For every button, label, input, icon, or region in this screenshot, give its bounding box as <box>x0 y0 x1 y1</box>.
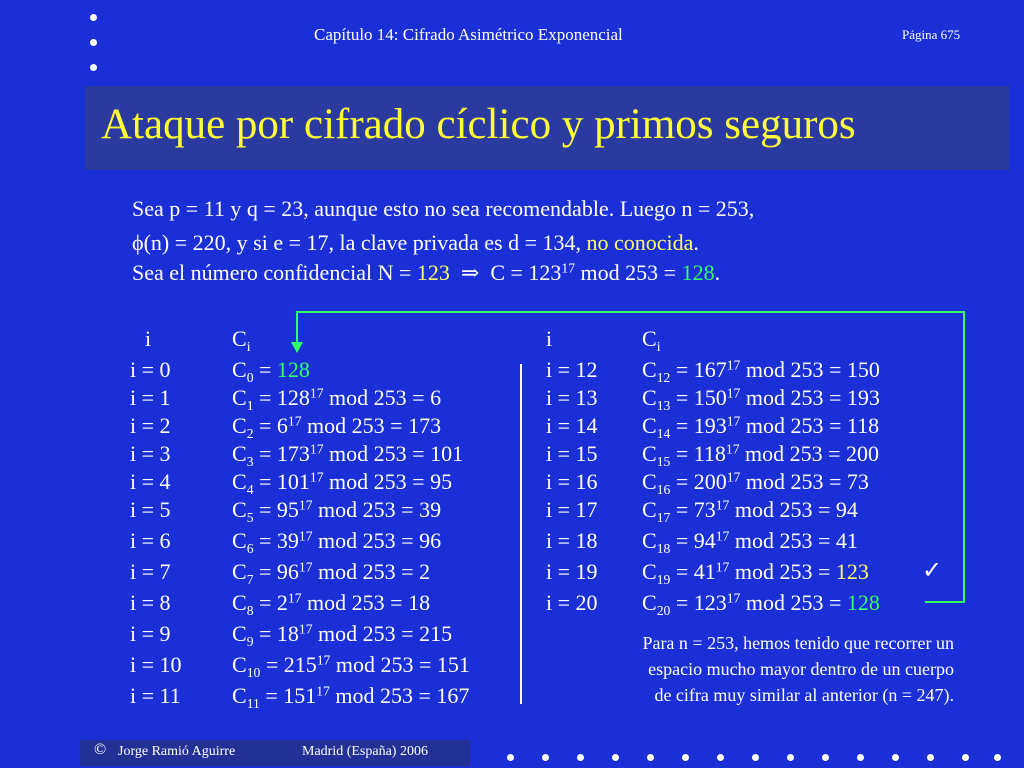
c-exponent: 17 <box>726 590 741 606</box>
c-rest: mod 253 = 200 <box>739 441 880 466</box>
c-symbol: C <box>232 497 247 522</box>
index-cell: i = 13 <box>546 385 598 410</box>
index-cell: i = 11 <box>130 683 181 708</box>
c-symbol: C <box>232 357 247 382</box>
cycle-arrow-line <box>297 312 964 602</box>
c-rest: mod 253 = 118 <box>740 413 880 438</box>
c-symbol: C <box>232 469 247 494</box>
c-rest: mod 253 = 96 <box>312 528 442 553</box>
c-rest: mod 253 = 41 <box>729 528 858 553</box>
c-exponent: 17 <box>715 528 730 544</box>
c-exponent: 17 <box>726 413 741 429</box>
c-base: = 215 <box>260 652 317 677</box>
c-exponent: 17 <box>725 441 740 457</box>
index-cell: i = 19 <box>546 559 598 584</box>
c-base: = 128 <box>253 385 310 410</box>
c-symbol: C <box>642 528 657 553</box>
c-base: = 118 <box>670 441 726 466</box>
c-exponent: 17 <box>715 497 730 513</box>
c-exponent: 17 <box>316 683 330 699</box>
c-symbol: C <box>642 441 657 466</box>
c-rest: mod 253 = 95 <box>323 469 453 494</box>
c-result: 123 <box>835 559 869 584</box>
checkmark-icon: ✓ <box>922 558 943 584</box>
decor-dot <box>717 754 724 761</box>
c-subscript: 15 <box>656 453 671 469</box>
c-rest: mod 253 = 150 <box>740 357 880 382</box>
c-base: = 101 <box>253 469 310 494</box>
intro-text: . <box>714 260 721 285</box>
chapter-header: Capítulo 14: Cifrado Asimétrico Exponencial <box>314 25 623 44</box>
page-number: Página 675 <box>902 27 961 42</box>
c-rest: mod 253 = 39 <box>312 497 442 522</box>
c-base: = 123 <box>670 590 727 615</box>
intro-text: mod 253 = <box>575 260 682 285</box>
note-line-2: espacio mucho mayor dentro de un cuerpo <box>648 659 954 679</box>
c-result: 128 <box>276 357 310 382</box>
c-base: = 39 <box>253 528 299 553</box>
footer-author: Jorge Ramió Aguirre <box>118 744 236 759</box>
c-result: 128 <box>846 590 880 615</box>
intro-highlight: no conocida <box>586 230 694 255</box>
c-exponent: 17 <box>298 621 313 637</box>
c-symbol: C <box>642 357 657 382</box>
c-symbol: C <box>232 683 247 708</box>
implies-arrow: ⇒ <box>460 260 480 285</box>
decor-dot <box>752 754 759 761</box>
c-rest: mod 253 = <box>729 559 836 584</box>
decor-dot <box>577 754 584 761</box>
c-exponent: 17 <box>298 528 313 544</box>
intro-text: . <box>693 230 699 255</box>
c-header-text: C <box>232 326 247 351</box>
c-base: = 167 <box>670 357 727 382</box>
c-symbol: C <box>232 441 247 466</box>
c-base: = 73 <box>670 497 716 522</box>
c-header-sub: i <box>246 338 251 354</box>
c-symbol: C <box>642 413 657 438</box>
c-subscript: 9 <box>246 633 254 649</box>
c-rest: mod 253 = 2 <box>312 559 431 584</box>
c-exponent: 17 <box>287 590 302 606</box>
decor-dot <box>542 754 549 761</box>
right-i-header: i <box>546 326 553 351</box>
intro-result: 128 <box>681 260 715 285</box>
c-subscript: 10 <box>246 664 261 680</box>
index-cell: i = 2 <box>130 413 171 438</box>
c-base: = 173 <box>253 441 310 466</box>
c-base: = 200 <box>670 469 727 494</box>
c-header-sub: i <box>656 338 661 354</box>
index-cell: i = 12 <box>546 357 598 382</box>
c-rest: mod 253 = 173 <box>301 413 442 438</box>
decor-dot <box>994 754 1001 761</box>
c-symbol: C <box>232 621 247 646</box>
c-exponent: 17 <box>726 469 741 485</box>
c-symbol: C <box>642 559 657 584</box>
index-cell: i = 5 <box>130 497 171 522</box>
intro-exponent: 17 <box>561 260 576 276</box>
index-cell: i = 0 <box>130 357 171 382</box>
decor-dot <box>857 754 864 761</box>
c-rest: mod 253 = 193 <box>740 385 880 410</box>
c-subscript: 4 <box>246 481 254 497</box>
c-exponent: 17 <box>309 469 324 485</box>
index-cell: i = 14 <box>546 413 598 438</box>
c-rest: mod 253 = 151 <box>330 652 470 677</box>
footer-place: Madrid (España) 2006 <box>302 744 428 759</box>
c-base: = 41 <box>670 559 716 584</box>
phi-symbol: ϕ <box>132 230 144 255</box>
decor-dot <box>612 754 619 761</box>
c-rest: mod 253 = 94 <box>729 497 858 522</box>
index-cell: i = 3 <box>130 441 171 466</box>
c-rest: mod 253 = 167 <box>329 683 470 708</box>
c-rest: mod 253 = 18 <box>301 590 431 615</box>
c-symbol: C <box>642 385 657 410</box>
c-symbol: C <box>232 652 247 677</box>
c-exponent: 17 <box>309 385 324 401</box>
index-cell: i = 20 <box>546 590 598 615</box>
copyright-icon: © <box>94 741 107 758</box>
index-cell: i = 16 <box>546 469 598 494</box>
decor-dot <box>507 754 514 761</box>
c-subscript: 13 <box>656 397 671 413</box>
c-rest: mod 253 = 73 <box>740 469 869 494</box>
c-exponent: 17 <box>309 441 324 457</box>
index-cell: i = 7 <box>130 559 171 584</box>
arrow-head-icon <box>291 342 303 353</box>
decor-dot <box>892 754 899 761</box>
c-exponent: 17 <box>715 559 730 575</box>
index-cell: i = 10 <box>130 652 182 677</box>
c-subscript: 0 <box>246 369 254 385</box>
c-base: = 6 <box>253 413 288 438</box>
c-rest: = <box>253 357 277 382</box>
c-subscript: 2 <box>246 425 254 441</box>
c-subscript: 3 <box>246 453 254 469</box>
c-exponent: 17 <box>316 652 331 668</box>
decor-dot <box>822 754 829 761</box>
note-line-3: de cifra muy similar al anterior (n = 247). <box>654 685 954 705</box>
c-exponent: 17 <box>287 413 302 429</box>
c-base: = 95 <box>253 497 299 522</box>
intro-text: Sea p = 11 y q = 23, aunque esto no sea recomendable. Luego n = 253, <box>132 196 755 221</box>
c-subscript: 16 <box>656 481 671 497</box>
index-cell: i = 8 <box>130 590 171 615</box>
c-header-text: C <box>642 326 657 351</box>
c-symbol: C <box>232 385 247 410</box>
intro-text: Sea el número confidencial N = <box>132 260 417 285</box>
c-subscript: 19 <box>656 571 671 587</box>
c-subscript: 18 <box>656 540 671 556</box>
c-symbol: C <box>232 559 247 584</box>
c-subscript: 8 <box>246 602 254 618</box>
decor-dot <box>682 754 689 761</box>
c-base: = 193 <box>670 413 727 438</box>
index-cell: i = 4 <box>130 469 171 494</box>
c-rest: mod 253 = 215 <box>312 621 453 646</box>
c-base: = 150 <box>670 385 727 410</box>
c-symbol: C <box>232 528 247 553</box>
slide-title: Ataque por cifrado cíclico y primos seguros <box>101 101 856 148</box>
c-subscript: 6 <box>246 540 254 556</box>
c-symbol: C <box>642 590 657 615</box>
c-exponent: 17 <box>726 357 741 373</box>
decor-dot <box>927 754 934 761</box>
c-symbol: C <box>642 497 657 522</box>
c-exponent: 17 <box>726 385 741 401</box>
decor-dot <box>962 754 969 761</box>
intro-N-value: 123 <box>416 260 450 285</box>
c-rest: mod 253 = 6 <box>323 385 442 410</box>
c-rest: mod 253 = 101 <box>323 441 464 466</box>
decor-dot <box>787 754 794 761</box>
index-cell: i = 1 <box>130 385 171 410</box>
c-base: = 151 <box>259 683 317 708</box>
c-subscript: 1 <box>246 397 254 413</box>
c-base: = 96 <box>253 559 299 584</box>
c-subscript: 20 <box>656 602 671 618</box>
c-base: = 94 <box>670 528 716 553</box>
index-cell: i = 15 <box>546 441 598 466</box>
c-subscript: 7 <box>246 571 254 587</box>
c-symbol: C <box>642 469 657 494</box>
c-symbol: C <box>232 590 247 615</box>
c-subscript: 11 <box>246 695 260 711</box>
c-rest: mod 253 = <box>740 590 847 615</box>
left-i-header: i <box>145 326 152 351</box>
index-cell: i = 17 <box>546 497 598 522</box>
note-line-1: Para n = 253, hemos tenido que recorrer un <box>642 633 954 653</box>
c-base: = 2 <box>253 590 288 615</box>
index-cell: i = 18 <box>546 528 598 553</box>
index-cell: i = 9 <box>130 621 171 646</box>
c-subscript: 12 <box>656 369 671 385</box>
c-subscript: 14 <box>656 425 671 441</box>
intro-text: C = 123 <box>490 260 562 285</box>
c-subscript: 5 <box>246 509 254 525</box>
c-exponent: 17 <box>298 497 313 513</box>
index-cell: i = 6 <box>130 528 171 553</box>
c-subscript: 17 <box>656 509 671 525</box>
c-symbol: C <box>232 413 247 438</box>
decor-dot <box>647 754 654 761</box>
intro-text: (n) = 220, y si e = 17, la clave privada es d = 134, <box>143 230 587 255</box>
c-exponent: 17 <box>298 559 313 575</box>
c-base: = 18 <box>253 621 299 646</box>
